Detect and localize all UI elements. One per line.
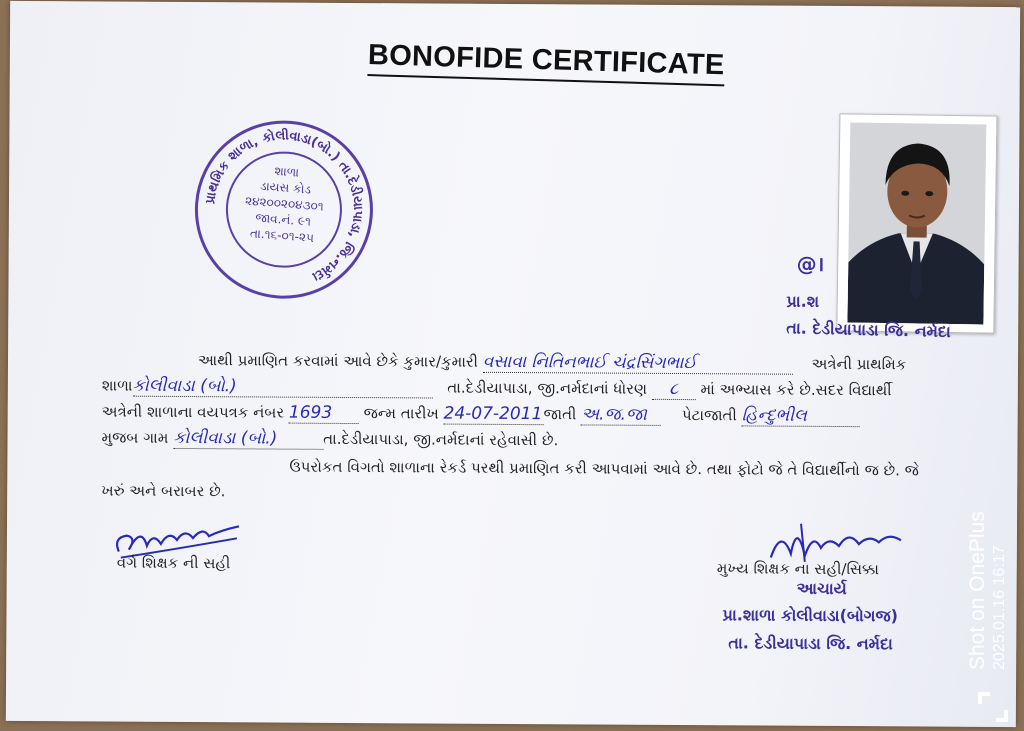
watermark-datetime — [990, 642, 1010, 670]
body-text: મુજબ ગામ — [101, 428, 169, 447]
seal-line: જાવ.નં. ૯૧ — [254, 210, 312, 229]
school-name: કોલીવાડા (બો.) — [132, 376, 432, 399]
school-seal — [188, 114, 379, 305]
standard: ૮ — [652, 379, 696, 400]
student-photo — [836, 113, 997, 333]
photo-stamp-line2: તા. દેડીયાપાડા જિ. નર્મદા — [786, 318, 952, 342]
body-text: માં અભ્યાસ કરે છે.સદર વિદ્યાર્થી — [700, 380, 892, 400]
student-name: વસાવા નિતિનભાઈ ચંદ્રસિંગભાઈ — [483, 352, 793, 375]
class-teacher-signature-label: વર્ગ શિક્ષક ની સહી — [116, 553, 231, 573]
register-number: 1693 — [289, 403, 359, 424]
body-line-3 — [102, 401, 860, 427]
body-text: શાળા — [101, 376, 133, 395]
principal-stamp-line2: તા. દેડીયાપાડા જિ. નર્મદા — [728, 633, 893, 654]
principal-stamp-line1: પ્રા.શાળા કોલીવાડા(બોગજ) — [722, 605, 898, 626]
seal-line: શાળા — [274, 163, 300, 180]
photo-stamp-line1: પ્રા.શ — [786, 291, 820, 311]
body-text: જાતી — [543, 405, 577, 424]
certificate-title: BONOFIDE CERTIFICATE — [367, 39, 725, 86]
body-line-1 — [198, 350, 906, 375]
seal-line: ૨૪૨૦૦૨૦૪૩૦૧ — [244, 193, 325, 214]
certificate-paper — [6, 1, 1020, 727]
body-text: જન્મ તારીખ — [363, 404, 439, 423]
camera-watermark — [966, 642, 1024, 670]
watermark-brand — [966, 642, 990, 670]
principal-stamp-title: આચાર્ય — [796, 578, 847, 599]
student-portrait-image — [847, 122, 986, 324]
body-text: આથી પ્રમાણિત કરવામાં આવે છેકે કુમાર/કુમારી — [197, 351, 479, 371]
body-text: અત્રેની પ્રાથમિક — [811, 354, 907, 374]
body-text: તા.દેડીયાપાડા, જી.નર્મદાનાં ધોરણ — [447, 378, 648, 398]
village-name: કોલીવાડા (બો.) — [173, 428, 323, 450]
sub-caste: હિન્દુભીલ — [742, 405, 860, 427]
seal-line: ડાયસ કોડ — [259, 178, 312, 197]
principal-signature-label: મુખ્ય શિક્ષક ના સહી/સિક્કા — [716, 559, 879, 579]
body-text: પેટાજાતી — [681, 406, 737, 425]
body-line-4 — [101, 427, 558, 451]
svg-text:પ્રાથમિક શાળા, કોલીવાડા(બો.) ત: પ્રાથમિક શાળા, કોલીવાડા(બો.) તા.દેડીયાપાડા, જિ.નર્મદા — [203, 128, 366, 284]
body-line-6: ખરું અને બરાબર છે. — [101, 481, 226, 501]
date-of-birth: 24-07-2011 — [443, 403, 543, 425]
oneplus-logo-icon — [976, 690, 1010, 724]
photo-stamp-fragment: @। — [796, 251, 825, 276]
body-text: તા.દેડીયાપાડા, જી.નર્મદાનાં રહેવાસી છે. — [323, 429, 559, 450]
caste: અ.જ.જા — [581, 404, 661, 425]
body-line-5: ઉપરોકત વિગતો શાળાના રેકર્ડ પરથી પ્રમાણિત કરી આપવામાં આવે છે. તથા ફોટો જે તે વિદ્યાર્થીનો જ છે. જે — [289, 457, 919, 480]
body-line-2 — [102, 375, 892, 401]
seal-line: તા.૧૬-૦૧-૨૫ — [249, 226, 315, 245]
body-text: અત્રેની શાળાના વયપત્રક નંબર — [101, 402, 285, 422]
